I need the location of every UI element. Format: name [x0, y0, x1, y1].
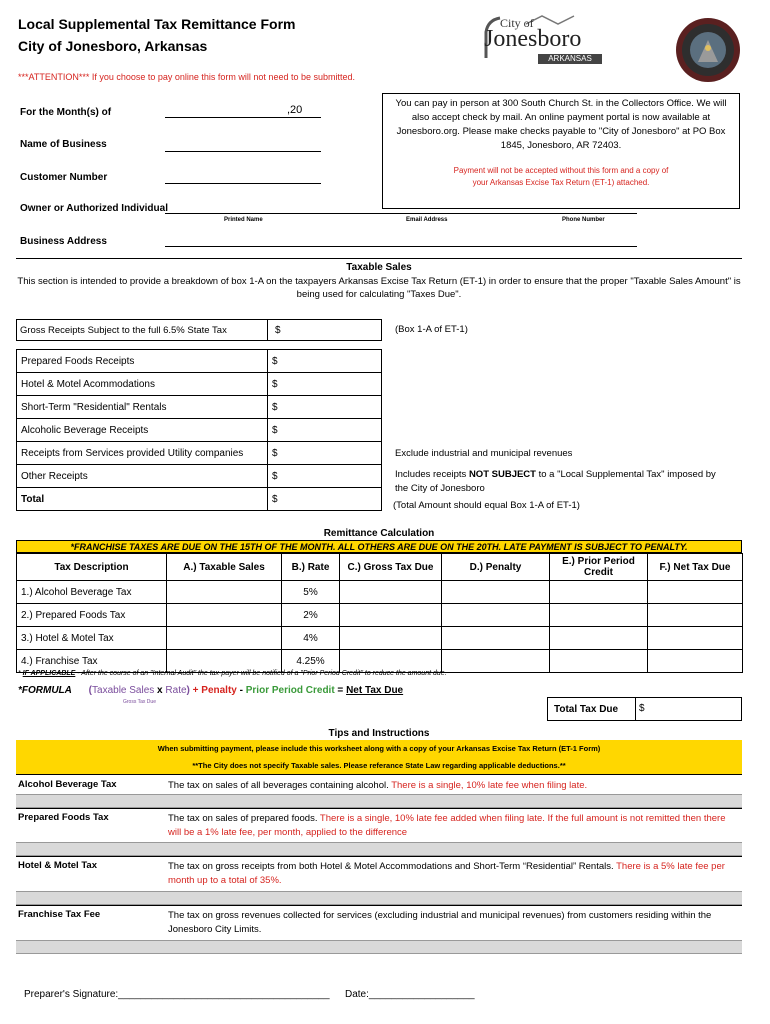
amount-input[interactable]: $: [268, 442, 382, 465]
amount-input[interactable]: $: [268, 373, 382, 396]
total-tax-due-label: Total Tax Due: [554, 704, 619, 715]
gross-tax-input[interactable]: [340, 627, 442, 650]
table-row: [17, 465, 382, 488]
logo-arkansas: ARKANSAS: [538, 54, 602, 64]
credit-input[interactable]: [550, 627, 648, 650]
gross-tax-input[interactable]: [340, 581, 442, 604]
gross-tax-caption: Gross Tax Due: [123, 699, 156, 705]
table-row: [17, 442, 382, 465]
net-tax-input[interactable]: [648, 627, 743, 650]
penalty-input[interactable]: [442, 604, 550, 627]
customer-input[interactable]: [165, 183, 321, 184]
table-row: [17, 396, 382, 419]
remittance-title: Remittance Calculation: [323, 528, 435, 539]
tips-banner: [16, 740, 742, 774]
net-tax-input[interactable]: [648, 650, 743, 673]
date-field[interactable]: Date:___________________: [345, 989, 475, 1000]
rate: 4.25%: [282, 650, 340, 673]
month-year-suffix: ,20: [287, 104, 303, 116]
table-row: [17, 350, 382, 373]
col-header: D.) Penalty: [442, 554, 550, 581]
row-label: Receipts from Services provided Utility companies: [17, 442, 268, 465]
credit-input[interactable]: [550, 581, 648, 604]
taxable-breakdown-table: [16, 349, 382, 511]
gross-receipts-row: [16, 319, 382, 341]
payment-warning: Payment will not be accepted without this form and a copy of your Arkansas Excise Tax Return (ET-1) attached.: [453, 166, 669, 187]
customer-label: Customer Number: [20, 172, 108, 183]
rate: 4%: [282, 627, 340, 650]
table-row: [17, 373, 382, 396]
row-label: Other Receipts: [17, 465, 268, 488]
credit-input[interactable]: [550, 604, 648, 627]
gross-receipts-label: Gross Receipts Subject to the full 6.5% State Tax: [20, 325, 227, 336]
logo-jonesboro: Jonesboro: [484, 26, 582, 52]
city-logo: [478, 14, 606, 64]
tax-desc: 1.) Alcohol Beverage Tax: [17, 581, 167, 604]
rate: 5%: [282, 581, 340, 604]
col-header: F.) Net Tax Due: [648, 554, 743, 581]
col-header: B.) Rate: [282, 554, 340, 581]
total-tax-due-input[interactable]: $: [639, 703, 645, 714]
net-tax-input[interactable]: [648, 581, 743, 604]
rate: 2%: [282, 604, 340, 627]
table-row: [17, 581, 743, 604]
owner-label: Owner or Authorized Individual: [20, 203, 168, 214]
includes-note: Includes receipts NOT SUBJECT to a "Local Supplemental Tax" imposed by the City of Jonesboro: [395, 469, 716, 494]
row-label: Hotel & Motel Acommodations: [17, 373, 268, 396]
attention-notice: ***ATTENTION*** If you choose to pay online this form will not need to be submitted.: [18, 72, 355, 82]
tips-title: Tips and Instructions: [328, 728, 430, 739]
tips-banner-line2: **The City does not specify Taxable sales. Please referance State Law regarding applicable deductions.**: [192, 761, 566, 770]
credit-input[interactable]: [550, 650, 648, 673]
amount-input[interactable]: $: [268, 465, 382, 488]
month-label: For the Month(s) of: [20, 107, 112, 118]
address-label: Business Address: [20, 236, 107, 247]
gross-tax-input[interactable]: [340, 604, 442, 627]
formula: *FORMULA (Taxable Sales x Rate) + Penalty - Prior Period Credit = Net Tax Due: [18, 685, 404, 696]
total-input[interactable]: $: [268, 488, 382, 511]
tip-label: Franchise Tax Fee: [18, 909, 101, 920]
remittance-table: [16, 553, 743, 673]
total-tax-due-box: [547, 697, 742, 721]
payment-info-text: You can pay in person at 300 South Church St. in the Collectors Office. We will also accept check by mail. An online payment portal is now available at Jonesboro.org. Please make checks payable to "City of Jonesboro" at PO Box 1845, Jonesboro, AR 72403.: [395, 98, 727, 151]
taxable-sales-title: Taxable Sales: [346, 262, 412, 273]
total-label: Total: [17, 488, 268, 511]
exclude-note: Exclude industrial and municipal revenues: [395, 448, 573, 459]
table-row: [17, 604, 743, 627]
tips-banner-line1: When submitting payment, please include this worksheet along with a copy of your Arkansas Excise Tax Return (ET-1 Form): [157, 744, 601, 753]
net-tax-input[interactable]: [648, 604, 743, 627]
amount-input[interactable]: $: [268, 419, 382, 442]
due-date-banner: *FRANCHISE TAXES ARE DUE ON THE 15TH OF THE MONTH. ALL OTHERS ARE DUE ON THE 20TH. LATE PAYMENT IS SUBJECT TO PENALTY.: [16, 540, 742, 553]
tax-desc: 4.) Franchise Tax: [17, 650, 167, 673]
penalty-input[interactable]: [442, 650, 550, 673]
row-label: Prepared Foods Receipts: [17, 350, 268, 373]
taxable-sales-input[interactable]: [167, 581, 282, 604]
phone-caption: Phone Number: [562, 217, 605, 223]
tip-text: The tax on sales of all beverages containing alcohol. There is a single, 10% late fee when filing late.: [168, 780, 588, 791]
col-header: C.) Gross Tax Due: [340, 554, 442, 581]
payment-info-box: [382, 93, 740, 209]
form-subtitle: City of Jonesboro, Arkansas: [18, 38, 208, 54]
applicable-note: * IF APPLICABLE - After the course of an "Internal Audit" the tax-payer will be notified of a "Prior Period Credit" to reduce the amount due.: [18, 670, 447, 677]
table-row: [17, 419, 382, 442]
taxable-sales-input[interactable]: [167, 627, 282, 650]
address-input[interactable]: [165, 246, 637, 247]
table-row: [17, 627, 743, 650]
table-header-row: [17, 554, 743, 581]
amount-input[interactable]: $: [268, 396, 382, 419]
dollar-sign: $: [275, 325, 281, 336]
row-label: Short-Term "Residential" Rentals: [17, 396, 268, 419]
formula-label: *FORMULA: [18, 685, 72, 696]
tip-text: The tax on sales of prepared foods. There is a single, 10% late fee added when filing late. If the full amount is not remitted then there will be a 1% late fee, per month, applied to the difference: [168, 813, 726, 838]
taxable-sales-desc: This section is intended to provide a breakdown of box 1-A on the taxpayers Arkansas Excise Tax Return (ET-1) in order to ensure that the proper "Taxable Sales Amount" is being used for calculating "Taxes Due".: [17, 276, 741, 300]
taxable-sales-input[interactable]: [167, 604, 282, 627]
table-row: [17, 488, 382, 511]
tip-label: Prepared Foods Tax: [18, 812, 109, 823]
gross-note: (Box 1-A of ET-1): [395, 324, 468, 335]
amount-input[interactable]: $: [268, 350, 382, 373]
logo-city-of: City of: [500, 16, 534, 30]
business-label: Name of Business: [20, 139, 107, 150]
tip-label: Hotel & Motel Tax: [18, 860, 97, 871]
penalty-input[interactable]: [442, 627, 550, 650]
form-title: Local Supplemental Tax Remittance Form: [18, 16, 296, 32]
printed-name-caption: Printed Name: [224, 217, 263, 223]
col-header: Tax Description: [17, 554, 167, 581]
business-input[interactable]: [165, 151, 321, 152]
row-label: Alcoholic Beverage Receipts: [17, 419, 268, 442]
email-caption: Email Address: [406, 217, 448, 223]
owner-input[interactable]: [165, 213, 637, 214]
penalty-input[interactable]: [442, 581, 550, 604]
signature-field[interactable]: Preparer's Signature:______________________________________: [24, 989, 330, 1000]
tip-label: Alcohol Beverage Tax: [18, 779, 117, 790]
tax-desc: 3.) Hotel & Motel Tax: [17, 627, 167, 650]
tax-desc: 2.) Prepared Foods Tax: [17, 604, 167, 627]
tip-text: The tax on gross revenues collected for services (excluding industrial and municipal revenues) from customers residing within the Jonesboro City Limits.: [168, 910, 712, 935]
col-header: A.) Taxable Sales: [167, 554, 282, 581]
tip-text: The tax on gross receipts from both Hotel & Motel Accommodations and Short-Term “Residential” Rentals. There is a 5% late fee per month up to a total of 35%.: [168, 861, 725, 886]
month-input[interactable]: [165, 117, 321, 118]
col-header: E.) Prior Period Credit: [550, 554, 648, 581]
city-seal-icon: [676, 18, 740, 82]
total-note: (Total Amount should equal Box 1-A of ET-1): [393, 500, 580, 511]
